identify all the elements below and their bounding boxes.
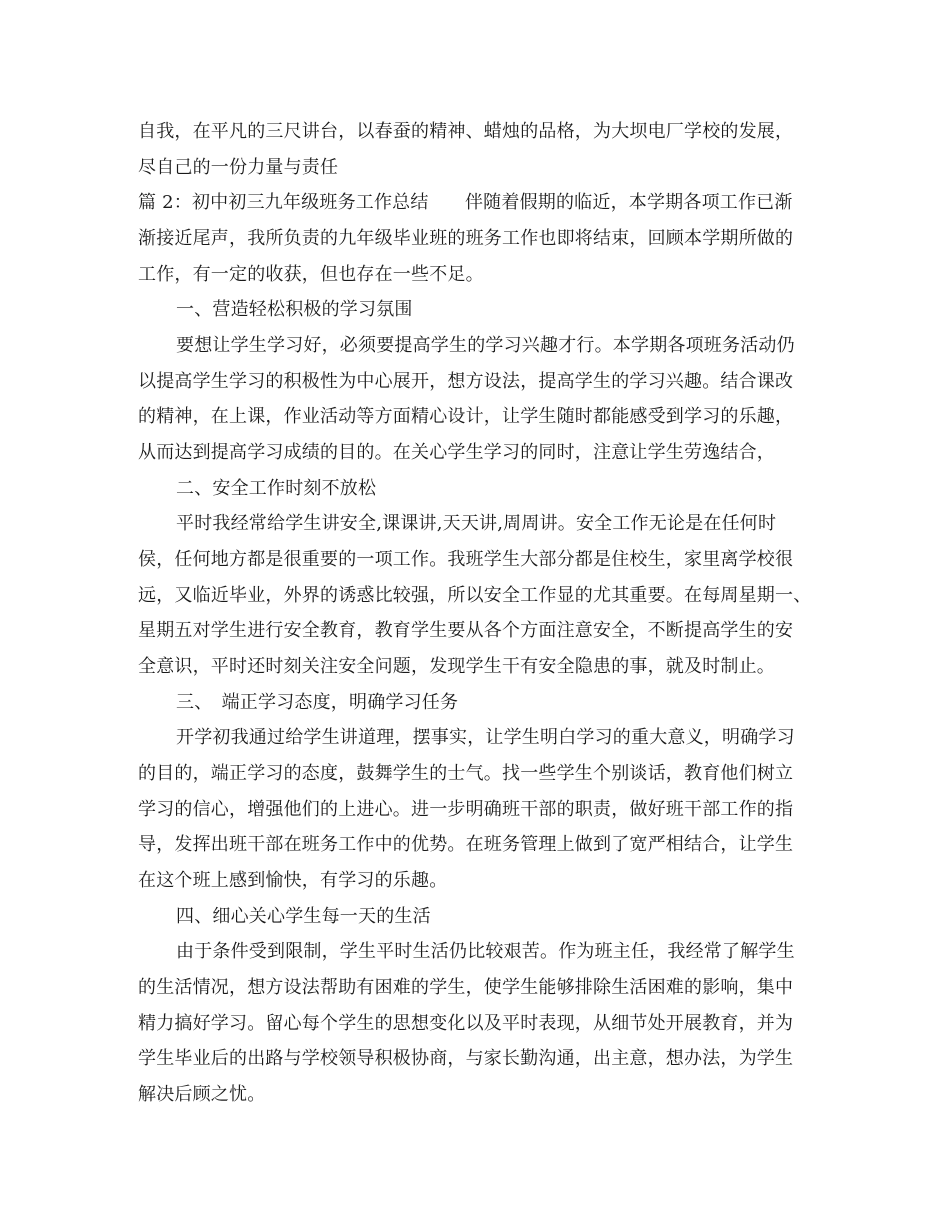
text-line: 的精神，在上课，作业活动等方面精心设计，让学生随时都能感受到学习的乐趣， xyxy=(138,406,794,427)
subheading-2: 二、安全工作时刻不放松 xyxy=(176,478,377,499)
text-line: 解决后顾之忧。 xyxy=(138,1084,266,1105)
text-line: 自我，在平凡的三尺讲台，以春蚕的精神、蜡烛的品格，为大坝电厂学校的发展， xyxy=(138,121,794,142)
subheading-1: 一、营造轻松积极的学习氛围 xyxy=(176,299,413,320)
text-line: 导，发挥出班干部在班务工作中的优势。在班务管理上做到了宽严相结合，让学生 xyxy=(138,834,794,855)
text-line: 精力搞好学习。留心每个学生的思想变化以及平时表现，从细节处开展教育，并为 xyxy=(138,1013,794,1034)
text-line: 要想让学生学习好，必须要提高学生的学习兴趣才行。本学期各项班务活动仍 xyxy=(176,335,795,356)
subheading-4: 四、细心关心学生每一天的生活 xyxy=(176,906,431,927)
text-line: 开学初我通过给学生讲道理，摆事实，让学生明白学习的重大意义，明确学习 xyxy=(176,727,795,748)
text-line: 在这个班上感到愉快，有学习的乐趣。 xyxy=(138,870,448,891)
text-line: 远，又临近毕业，外界的诱惑比较强，所以安全工作显的尤其重要。在每周星期一、 xyxy=(138,585,812,606)
text-line: 尽自己的一份力量与责任 xyxy=(138,157,339,178)
text-line: 星期五对学生进行安全教育，教育学生要从各个方面注意安全，不断提高学生的安 xyxy=(138,620,794,641)
section-heading-line: 篇 2：初中初三九年级班务工作总结 伴随着假期的临近，本学期各项工作已渐 xyxy=(138,192,793,213)
text-line: 平时我经常给学生讲安全,课课讲,天天讲,周周讲。安全工作无论是在任何时 xyxy=(176,513,777,534)
text-line: 的目的，端正学习的态度，鼓舞学生的士气。找一些学生个别谈话，教育他们树立 xyxy=(138,763,794,784)
text-line: 以提高学生学习的积极性为中心展开，想方设法，提高学生的学习兴趣。结合课改 xyxy=(138,371,794,392)
text-line: 侯，任何地方都是很重要的一项工作。我班学生大部分都是住校生，家里离学校很 xyxy=(138,549,794,570)
text-line: 渐接近尾声，我所负责的九年级毕业班的班务工作也即将结束，回顾本学期所做的 xyxy=(138,228,794,249)
text-line: 学习的信心，增强他们的上进心。进一步明确班干部的职责，做好班干部工作的指 xyxy=(138,799,794,820)
text-line: 全意识，平时还时刻关注安全问题，发现学生干有安全隐患的事，就及时制止。 xyxy=(138,656,775,677)
text-line: 从而达到提高学习成绩的目的。在关心学生学习的同时，注意让学生劳逸结合， xyxy=(138,442,775,463)
text-line: 的生活情况，想方设法帮助有困难的学生，使学生能够排除生活困难的影响，集中 xyxy=(138,977,794,998)
text-line: 由于条件受到限制，学生平时生活仍比较艰苦。作为班主任，我经常了解学生 xyxy=(176,941,795,962)
subheading-3: 三、 端正学习态度，明确学习任务 xyxy=(176,692,459,713)
text-line: 学生毕业后的出路与学校领导积极协商，与家长勤沟通，出主意，想办法，为学生 xyxy=(138,1048,794,1069)
text-line: 工作，有一定的收获，但也存在一些不足。 xyxy=(138,264,484,285)
